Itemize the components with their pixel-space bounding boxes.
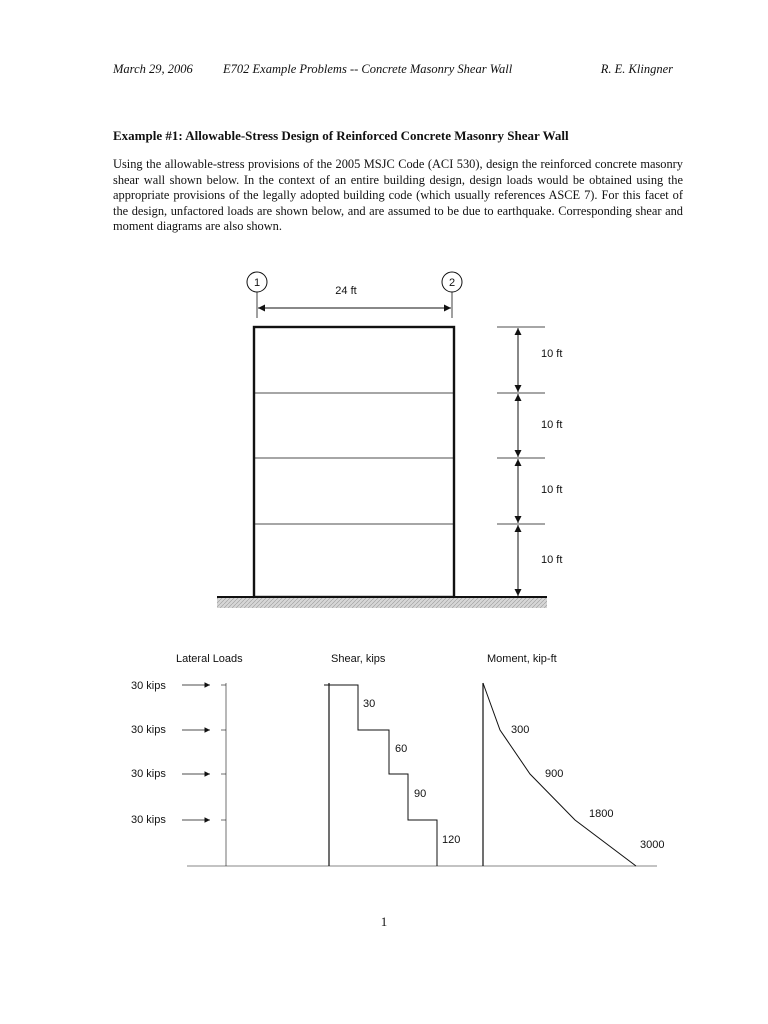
height-label-4: 10 ft	[541, 348, 563, 360]
lateral-loads-title: Lateral Loads	[176, 653, 243, 665]
shear-value-1: 30	[363, 698, 376, 710]
shear-wall-outline	[254, 327, 454, 597]
ground-hatch	[217, 597, 547, 608]
header-date: March 29, 2006	[113, 62, 193, 76]
height-label-3: 10 ft	[541, 419, 563, 431]
height-label-2: 10 ft	[541, 484, 563, 496]
lateral-load-label-3: 30 kips	[131, 768, 166, 780]
grid-label-1: 1	[253, 277, 261, 289]
problem-paragraph: Using the allowable-stress provisions of the 2005 MSJC Code (ACI 530), design the reinforced concrete masonry shear wall shown below. In the context of an entire building design, design loads would be obtained using the appropriate provisions of the legally adopted building code (which usually references ASCE 7). For this facet of the design, unfactored loads are shown below, and are assumed to be due to earthquake. Corresponding shear and moment diagrams are also shown.	[113, 157, 683, 233]
moment-diagram-title: Moment, kip-ft	[487, 653, 557, 665]
lateral-load-label-2: 30 kips	[131, 724, 166, 736]
shear-value-3: 90	[414, 788, 427, 800]
header-author: R. E. Klingner	[600, 62, 673, 76]
shear-value-2: 60	[395, 743, 408, 755]
example-heading: Example #1: Allowable-Stress Design of Reinforced Concrete Masonry Shear Wall	[113, 128, 569, 143]
moment-value-3: 1800	[589, 808, 614, 820]
lateral-load-label-4: 30 kips	[131, 814, 166, 826]
moment-value-2: 900	[545, 768, 564, 780]
height-label-1: 10 ft	[541, 554, 563, 566]
header-title: E702 Example Problems -- Concrete Masonry Shear Wall	[223, 62, 513, 76]
shear-diagram-line	[324, 685, 437, 866]
moment-value-1: 300	[511, 724, 530, 736]
page-number: 1	[380, 914, 388, 929]
moment-value-4: 3000	[640, 839, 665, 851]
shear-diagram-title: Shear, kips	[331, 653, 386, 665]
lateral-load-label-1: 30 kips	[131, 680, 166, 692]
width-dimension-label: 24 ft	[335, 285, 357, 297]
grid-bubble-2	[442, 272, 462, 292]
shear-value-4: 120	[442, 834, 461, 846]
grid-label-2: 2	[448, 277, 456, 289]
grid-bubble-1	[247, 272, 267, 292]
